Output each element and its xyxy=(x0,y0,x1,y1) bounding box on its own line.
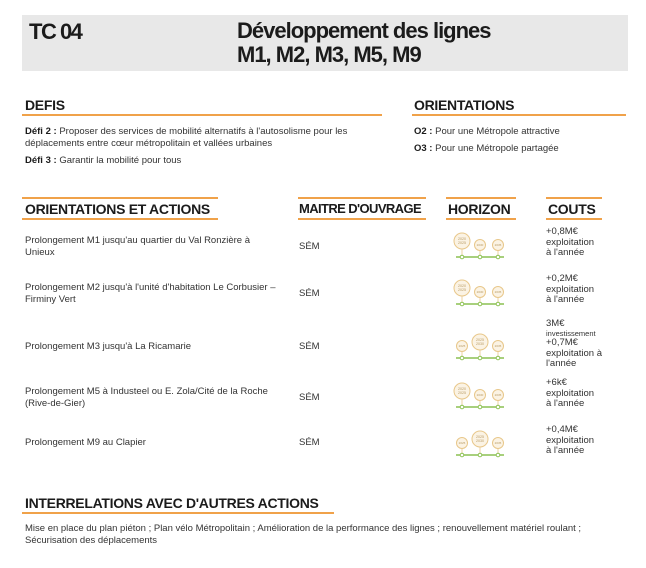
interrelations-heading: INTERRELATIONS AVEC D'AUTRES ACTIONS xyxy=(25,495,319,511)
action-m9: Prolongement M9 au Clapier xyxy=(25,437,146,448)
horizon-timeline-m1 xyxy=(452,230,508,262)
horizon-timeline-m9 xyxy=(452,428,508,460)
defis-heading: DEFIS xyxy=(25,97,65,113)
owner-m9: SÉM xyxy=(299,437,320,448)
cost-period: à l'année xyxy=(546,398,585,409)
defi-text: Proposer des services de mobilité alternatifs à l'autosolisme pour les déplacements entre cœur métropolitain et vallées urbaines xyxy=(25,126,348,149)
timeline-node xyxy=(496,405,500,409)
horizon-year-label: 2035 xyxy=(494,243,502,248)
timeline-node xyxy=(460,302,464,306)
defi-label: Défi 2 : xyxy=(25,126,57,137)
horizon-timeline-m3 xyxy=(452,331,508,363)
cost-period: à l'année xyxy=(546,445,585,456)
col-header-costs: COUTS xyxy=(548,201,596,217)
action-m1: Prolongement M1 jusqu'au quartier du Val Ronzière à Unieux xyxy=(25,235,251,258)
horizon-year-label: 2025 xyxy=(458,441,466,446)
col-costs-underline xyxy=(546,218,602,220)
action-m3: Prolongement M3 jusqu'à La Ricamarie xyxy=(25,341,192,352)
cost-value: +0,8M€ xyxy=(546,226,578,237)
interrelations-underline xyxy=(22,512,334,514)
col-header-owner: MAITRE D'OUVRAGE xyxy=(299,201,422,216)
defis-underline xyxy=(22,114,382,116)
col-costs-topline xyxy=(546,197,602,199)
col-actions-topline xyxy=(22,197,218,199)
horizon-year-label: 2020 xyxy=(458,284,466,288)
col-header-actions: ORIENTATIONS ET ACTIONS xyxy=(25,201,210,217)
timeline-node xyxy=(478,405,482,409)
owner-m2: SÉM xyxy=(299,288,320,299)
cost-investment-label: investissement xyxy=(546,328,596,338)
defi-item-2 xyxy=(25,126,385,149)
horizon-year-label: 2035 xyxy=(494,344,502,349)
timeline-node xyxy=(478,255,482,259)
cost-type: exploitation xyxy=(546,434,595,446)
cost-value: +6k€ xyxy=(546,377,567,388)
col-horizon-topline xyxy=(446,197,516,199)
timeline-node xyxy=(460,255,464,259)
horizon-year-label: 2035 xyxy=(494,441,502,446)
timeline-node xyxy=(496,356,500,360)
cost-period: à l'année xyxy=(546,247,585,258)
orientation-item-o2 xyxy=(414,126,560,138)
cost-type: exploitation xyxy=(546,236,595,248)
horizon-year-label: 2035 xyxy=(494,290,502,295)
timeline-node xyxy=(460,405,464,409)
timeline-node xyxy=(478,453,482,457)
orientation-item-o3 xyxy=(414,143,559,155)
owner-m3: SÉM xyxy=(299,341,320,352)
cost-type: exploitation à xyxy=(546,347,602,359)
cost-value: +0,7M€ xyxy=(546,337,578,348)
horizon-year-label: 2030 xyxy=(476,439,484,443)
orientations-underline xyxy=(412,114,626,116)
cost-m3 xyxy=(546,319,616,370)
cost-m1 xyxy=(546,227,616,259)
col-actions-underline xyxy=(22,218,218,220)
defi-item-3 xyxy=(25,155,385,167)
col-header-horizon: HORIZON xyxy=(448,201,511,217)
orientations-heading: ORIENTATIONS xyxy=(414,97,515,113)
col-owner-topline xyxy=(298,197,426,199)
cost-investment-value: 3M€ xyxy=(546,318,565,329)
page-title xyxy=(237,19,491,67)
cost-m5 xyxy=(546,378,616,410)
orientation-text: Pour une Métropole partagée xyxy=(435,143,559,154)
interrelations-text: Mise en place du plan piéton ; Plan vélo Métropolitain ; Amélioration de la performance des lignes ; renouvellement matériel roulant ; Sécurisation des déplacements xyxy=(25,523,582,546)
title-line-1: Développement des lignes xyxy=(237,18,491,43)
horizon-year-label: 2025 xyxy=(458,288,466,292)
cost-period: l'année xyxy=(546,358,577,369)
horizon-year-label: 2020 xyxy=(458,387,466,391)
defi-text: Garantir la mobilité pour tous xyxy=(59,155,182,166)
defi-label: Défi 3 : xyxy=(25,155,57,166)
col-owner-underline xyxy=(298,218,426,220)
horizon-year-label: 2025 xyxy=(458,391,466,395)
cost-m9 xyxy=(546,425,616,457)
cost-period: à l'année xyxy=(546,294,585,305)
horizon-timeline-m2 xyxy=(452,277,508,309)
timeline-node xyxy=(478,356,482,360)
cost-value: +0,2M€ xyxy=(546,273,578,284)
action-m2: Prolongement M2 jusqu'à l'unité d'habitation Le Corbusier – Firminy Vert xyxy=(25,282,276,305)
horizon-year-label: 2030 xyxy=(476,393,484,398)
title-line-2: M1, M2, M3, M5, M9 xyxy=(237,42,421,67)
owner-m5: SÉM xyxy=(299,392,320,403)
horizon-year-label: 2025 xyxy=(476,435,484,439)
horizon-year-label: 2020 xyxy=(458,237,466,241)
cost-type: exploitation xyxy=(546,283,595,295)
horizon-year-label: 2025 xyxy=(458,241,466,245)
action-code: TC 04 xyxy=(29,19,82,44)
cost-value: +0,4M€ xyxy=(546,424,578,435)
timeline-node xyxy=(496,453,500,457)
orientation-label: O2 : xyxy=(414,126,433,137)
cost-m2 xyxy=(546,274,616,306)
orientation-text: Pour une Métropole attractive xyxy=(435,126,560,137)
orientation-label: O3 : xyxy=(414,143,433,154)
col-horizon-underline xyxy=(446,218,516,220)
action-m5: Prolongement M5 à Industeel ou E. Zola/Cité de la Roche (Rive-de-Gier) xyxy=(25,386,268,409)
horizon-timeline-m5 xyxy=(452,380,508,412)
horizon-year-label: 2025 xyxy=(458,344,466,349)
timeline-node xyxy=(460,453,464,457)
cost-type: exploitation xyxy=(546,387,595,399)
horizon-year-label: 2030 xyxy=(476,342,484,346)
horizon-year-label: 2030 xyxy=(476,243,484,248)
timeline-node xyxy=(496,255,500,259)
owner-m1: SÉM xyxy=(299,241,320,252)
timeline-node xyxy=(478,302,482,306)
horizon-year-label: 2035 xyxy=(494,393,502,398)
timeline-node xyxy=(460,356,464,360)
horizon-year-label: 2025 xyxy=(476,338,484,342)
horizon-year-label: 2030 xyxy=(476,290,484,295)
timeline-node xyxy=(496,302,500,306)
